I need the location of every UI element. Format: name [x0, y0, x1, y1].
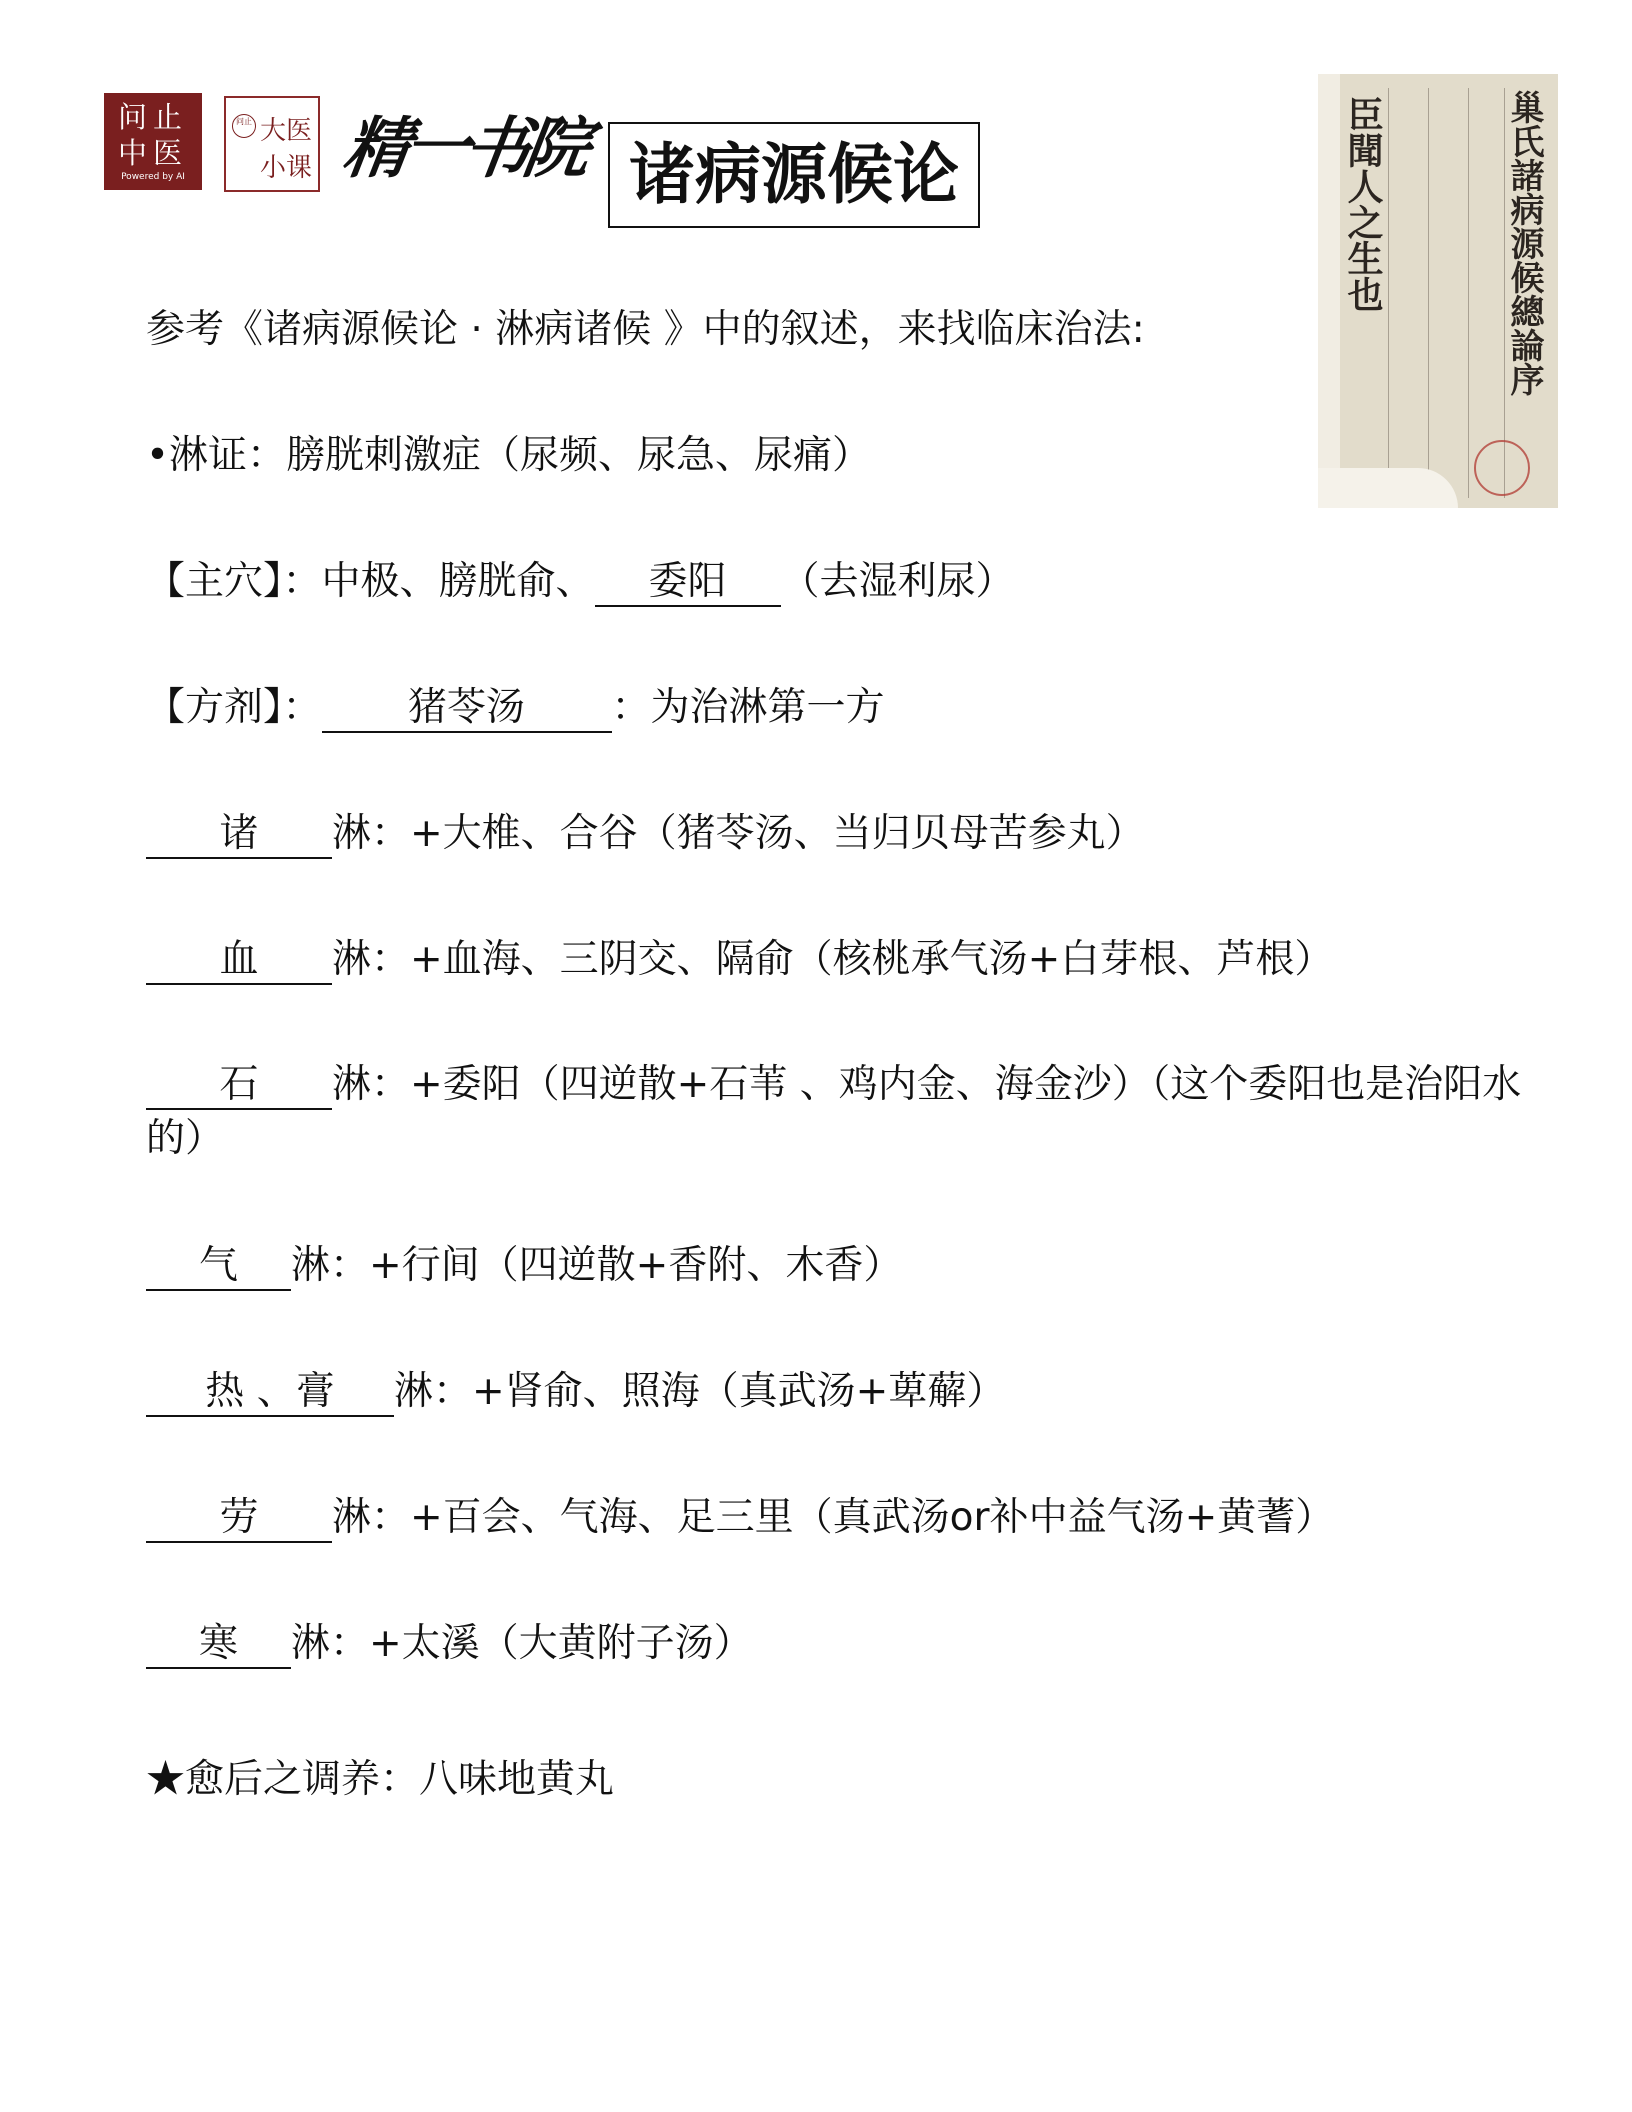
- lin-type-blank: 劳: [146, 1495, 332, 1543]
- lin-type-row: [146, 1058, 1566, 1166]
- main-points-blank: 委阳: [595, 559, 781, 607]
- lin-type-row: [146, 932, 1333, 988]
- lin-type-blank: 热 、膏: [146, 1369, 394, 1417]
- logo-text-line2: 中医: [117, 136, 188, 170]
- logo-text-line1: 问止: [117, 100, 188, 134]
- lin-type-blank: 诸: [146, 811, 332, 859]
- lin-type-blank: 气: [146, 1243, 291, 1291]
- lin-type-row: [146, 1238, 902, 1294]
- lin-type-row: [146, 806, 1145, 862]
- page-title: 诸病源候论: [608, 122, 980, 228]
- main-points-label: 【主穴】：中极、膀胱俞、: [146, 559, 595, 604]
- torn-paper-edge: [1318, 468, 1458, 508]
- lin-type-blank: 石: [146, 1062, 332, 1110]
- logo-powered-text: Powered by AI: [121, 172, 185, 182]
- formula-note: ：为治淋第一方: [611, 685, 885, 730]
- lin-type-blank: 血: [146, 937, 332, 985]
- lin-type-row: [146, 1490, 1334, 1546]
- logo-seal: 问止: [232, 114, 256, 138]
- lin-type-text: 淋：+血海、三阴交、隔俞（核桃承气汤+白芽根、芦根）: [332, 937, 1334, 982]
- ancient-book-image: [1318, 74, 1558, 508]
- lin-type-row: [146, 1364, 1005, 1420]
- formula-label: 【方剂】：: [146, 685, 322, 730]
- ancient-text-column: 臣聞人之生也: [1342, 96, 1384, 312]
- formula-line: [146, 680, 885, 736]
- lin-type-row: [146, 1616, 753, 1672]
- calligraphy-logo: 精一书院: [338, 109, 590, 187]
- red-seal-stamp: [1474, 440, 1530, 496]
- logo2-line2: 小课: [260, 153, 313, 183]
- column-rule: [1388, 88, 1389, 498]
- wenzhi-logo: [104, 93, 202, 190]
- intro-line: 参考《诸病源候论 · 淋病诸候 》中的叙述，来找临床治法:: [146, 307, 1145, 352]
- formula-blank: 猪苓汤: [322, 685, 612, 733]
- lin-type-blank: 寒: [146, 1621, 291, 1669]
- aftercare-line: ★愈后之调养：八味地黄丸: [146, 1757, 615, 1802]
- lin-type-text: 淋：+百会、气海、足三里（真武汤or补中益气汤+黄蓍）: [332, 1495, 1335, 1540]
- logo2-line1: 大医: [260, 116, 313, 146]
- paper-edge: [1318, 74, 1340, 508]
- lin-type-text: 淋：+太溪（大黄附子汤）: [291, 1621, 753, 1666]
- definition-line: •淋证：膀胱刺激症（尿频、尿急、尿痛）: [146, 433, 872, 478]
- main-points-note: （去湿利尿）: [780, 559, 1015, 604]
- main-points-line: [146, 554, 1015, 610]
- lin-type-text: 淋：+大椎、合谷（猪苓汤、当归贝母苦参丸）: [332, 811, 1145, 856]
- lin-type-text: 淋：+委阳（四逆散+石苇 、鸡内金、海金沙）（这个委阳也是治阳水的）: [146, 1062, 1522, 1161]
- column-rule: [1468, 88, 1469, 498]
- lin-type-text: 淋：+肾俞、照海（真武汤+萆薢）: [394, 1369, 1006, 1414]
- ancient-title-column: 巢氏諸病源候總論序: [1504, 90, 1544, 396]
- column-rule: [1428, 88, 1429, 498]
- dayi-xiaoke-logo: [224, 96, 320, 192]
- lin-type-text: 淋：+行间（四逆散+香附、木香）: [291, 1243, 903, 1288]
